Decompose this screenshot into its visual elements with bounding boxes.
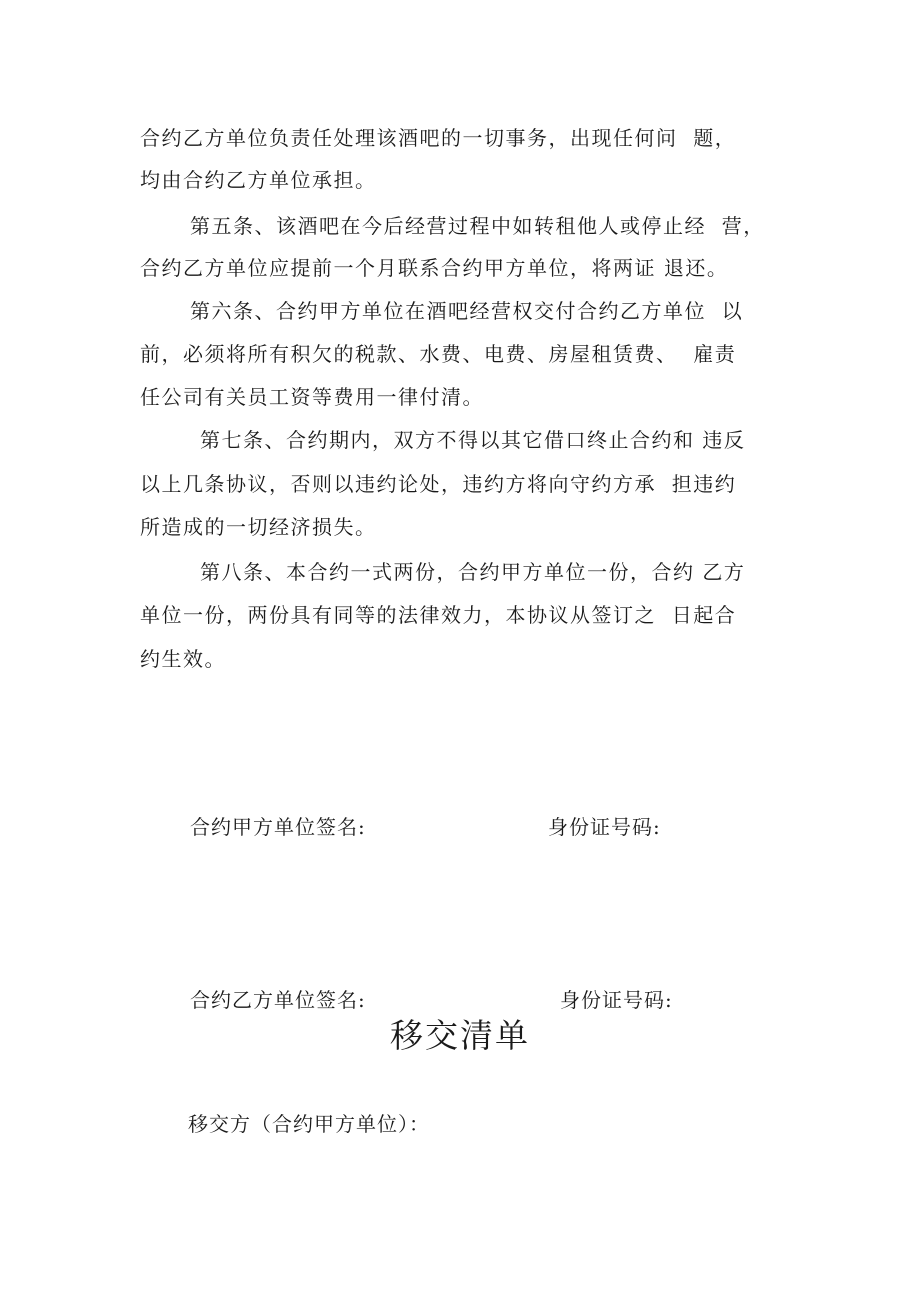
party-b-id-label: 身份证号码: (560, 988, 673, 1012)
article-6-line: 任公司有关员工资等费用一律付清。 (140, 385, 484, 409)
article-6-line: 前，必须将所有积欠的税款、水费、电费、房屋租赁费、 雇责 (140, 342, 737, 366)
transferor-label: 移交方（合约甲方单位）： (188, 1112, 430, 1136)
article-5-line: 第五条、该酒吧在今后经营过程中如转租他人或停止经 营， (190, 214, 765, 238)
party-a-id-label: 身份证号码: (548, 815, 661, 839)
article-6-line: 第六条、合约甲方单位在酒吧经营权交付合约乙方单位 以 (190, 299, 744, 323)
paragraph-line: 合约乙方单位负责任处理该酒吧的一切事务，出现任何问 题， (140, 126, 737, 150)
article-8-line: 第八条、本合约一式两份，合约甲方单位一份，合约 乙方 (200, 560, 746, 584)
party-b-signature-label: 合约乙方单位签名: (190, 988, 366, 1012)
paragraph-line: 均由合约乙方单位承担。 (140, 168, 377, 192)
article-7-line: 第七条、合约期内，双方不得以其它借口终止合约和 违反 (200, 428, 746, 452)
article-8-line: 单位一份，两份具有同等的法律效力，本协议从签订之 日起合 (140, 603, 737, 627)
article-7-line: 以上几条协议，否则以违约论处，违约方将向守约方承 担违约 (140, 472, 737, 496)
article-8-line: 约生效。 (140, 647, 226, 671)
handover-list-title: 移交清单 (390, 1016, 530, 1055)
article-5-line: 合约乙方单位应提前一个月联系合约甲方单位，将两证 退还。 (140, 256, 729, 280)
party-a-signature-label: 合约甲方单位签名: (190, 815, 366, 839)
article-7-line: 所造成的一切经济损失。 (140, 515, 377, 539)
